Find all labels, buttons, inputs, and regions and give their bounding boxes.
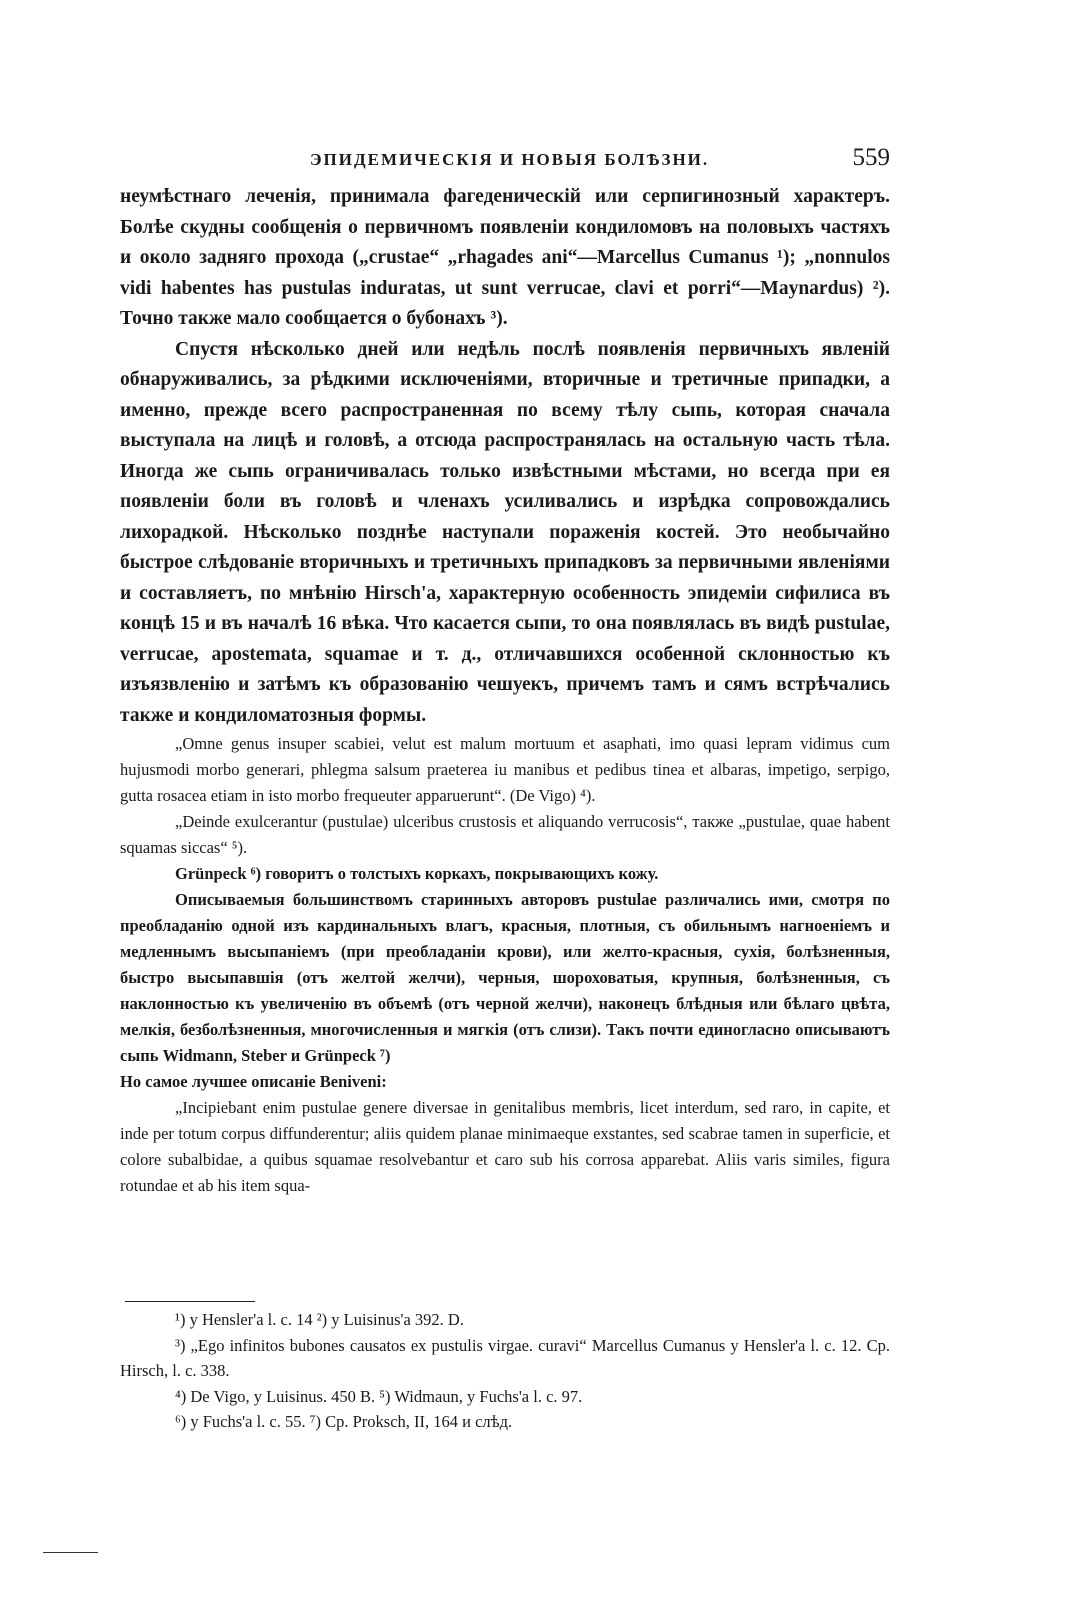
page-number: 559	[852, 144, 890, 171]
quote-deinde: „Deinde exulcerantur (pustulae) ulceribus crustosis et aliquando verrucosis“, также „pustulae, quae habent squamas siccas“ ⁵).	[120, 812, 890, 857]
quote-beniveni: „Incipiebant enim pustulae genere diversae in genitalibus membris, licet interdum, sed raro, in capite, et inde per totum corpus diffunderentur; aliis quidem planae minimaeque exstantes, sed scabrae tamen in superficie, et colore subalbidae, a quibus squamae resolvebantur et caro sub his corrosa apparebat. Aliis varis similes, figura rotundae et ab his item squa-	[120, 1098, 890, 1195]
paragraph: Спустя нѣсколько дней или недѣль послѣ появленія первичныхъ явленій обнаруживались, за рѣдкими исключеніями, вторичные и третичные припадки, а именно, прежде всего распространенная по всему тѣлу сыпь, которая сначала выступала на лицѣ и головѣ, а отсюда распространялась на остальную часть тѣла. Иногда же сыпь ограничивалась только извѣстными мѣстами, но всегда при ея появленіи боли въ головѣ и членахъ усиливались и изрѣдка сопровождались лихорадкой. Нѣсколько позднѣе наступали пораженія костей. Это необычайно быстрое слѣдованіе вторичныхъ и третичныхъ припадковъ за первичными явленіями и составляетъ, по мнѣнію Hirsch'а, характерную особенность эпидеміи сифилиса въ концѣ 15 и въ началѣ 16 вѣка. Что касается сыпи, то она появлялась въ видѣ pustulae, verrucae, apostemata, squamae и т. д., отличавшихся особенной склонностью къ изъязвленію и затѣмъ къ образованію чешуекъ, причемъ тамъ и сямъ встрѣчались также и кондиломатозныя формы.	[120, 338, 890, 726]
running-title: ЭПИДЕМИЧЕСКІЯ И НОВЫЯ БОЛѢЗНИ.	[310, 150, 710, 169]
footnotes	[120, 1307, 890, 1435]
quote-de-vigo: „Omne genus insuper scabiei, velut est malum mortuum et asaphati, imo quasi lepram vidimus cum hujusmodi morbo generari, phlegma salsum praeterea iu manibus et pedibus tinea et albaras, impetigo, serpigo, gutta rosacea etiam in isto morbo frequeuter apparuerunt“. (De Vigo) ⁴).	[120, 734, 890, 805]
running-header	[100, 144, 890, 178]
footnote: ¹) у Hensler'a l. c. 14 ²) у Luisinus'a 392. D.	[175, 1310, 464, 1329]
footnote: ⁴) De Vigo, у Luisinus. 450 B. ⁵) Widmaun, у Fuchs'a l. c. 97.	[175, 1386, 583, 1406]
main-text	[120, 182, 890, 1199]
beniveni-intro: Но самое лучшее описаніе Beniveni:	[120, 1072, 387, 1091]
footnote-divider	[125, 1301, 255, 1302]
footnote: ⁶) у Fuchs'a l. c. 55. ⁷) Cp. Proksch, II, 164 и слѣд.	[175, 1412, 513, 1431]
paragraph-pustulae-description: Описываемыя большинствомъ старинныхъ авторовъ pustulae различались ими, смотря по преобладанію одной изъ кардинальныхъ влагъ, красныя, плотныя, съ обильнымъ нагноеніемъ и медленнымъ высыпаніемъ (при преобладаніи крови), или желто-красныя, сухія, болѣзненныя, быстро высыпавшія (отъ желтой желчи), черныя, шороховатыя, крупныя, болѣзненныя, съ наклонностью къ увеличенію въ объемѣ (отъ черной желчи), наконецъ блѣдныя или бѣлаго цвѣта, мелкія, безболѣзненныя, многочисленныя и мягкія (отъ слизи). Такъ почти единогласно описываютъ сыпь Widmann, Steber и Grünpeck ⁷)	[120, 890, 890, 1065]
paragraph: неумѣстнаго леченія, принимала фагеденическій или серпигинозный характеръ. Болѣе скудны сообщенія о первичномъ появленіи кондиломовъ на половыхъ частяхъ и около задняго прохода („crustae“ „rhagades ani“—Marcellus Cumanus ¹); „nonnulos vidi habentes has pustulas induratas, ut sunt verrucae, clavi et porri“—Maynardus) ²). Точно также мало сообщается о бубонахъ ³).	[120, 186, 890, 329]
footnote: ³) „Ego infinitos bubones causatos ex pustulis virgae. curavi“ Marcellus Cumanus у Hensler'a l. c. 12. Cp. Hirsch, l. c. 338.	[120, 1335, 890, 1380]
margin-mark	[43, 1552, 98, 1553]
note-grunpeck: Grünpeck ⁶) говоритъ о толстыхъ коркахъ, покрывающихъ кожу.	[175, 864, 659, 883]
